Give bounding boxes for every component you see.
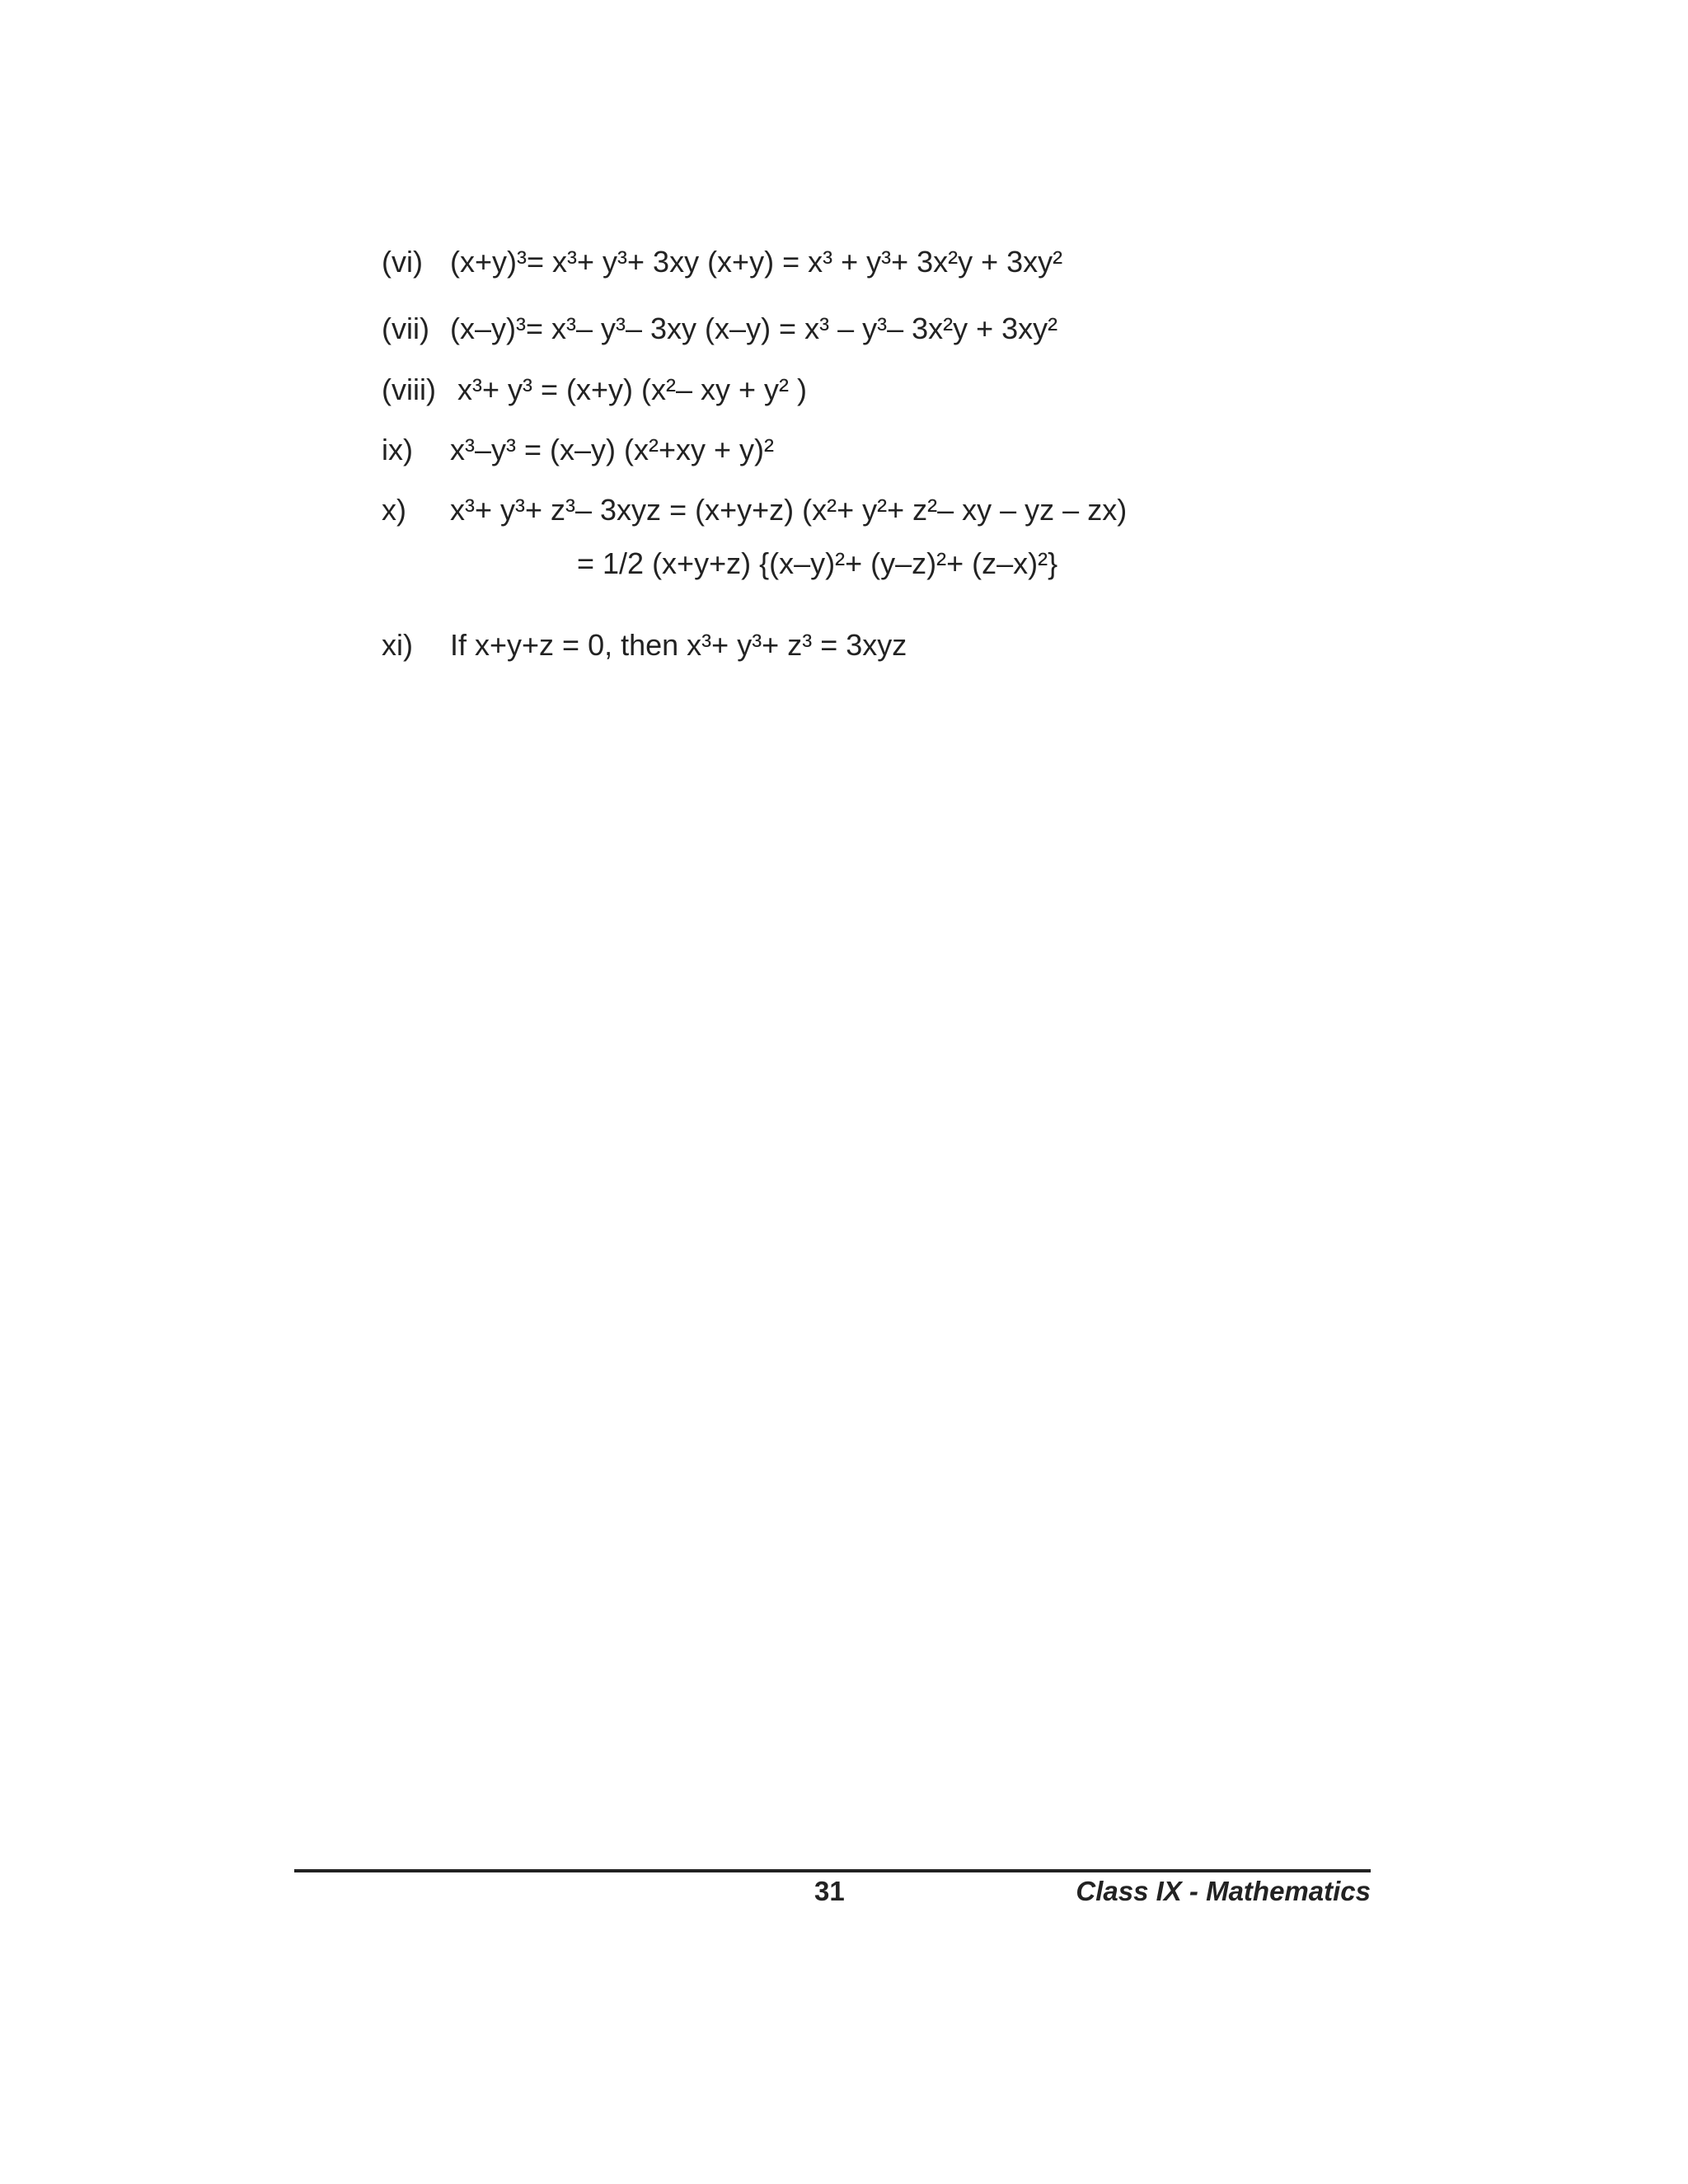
identity-expression: (x–y)³= x³– y³– 3xy (x–y) = x³ – y³– 3x²y + 3xy² xyxy=(450,312,1058,345)
identity-expression: x³+ y³+ z³– 3xyz = (x+y+z) (x²+ y²+ z²– xy – yz – zx) xyxy=(450,493,1128,527)
identity-expression: If x+y+z = 0, then x³+ y³+ z³ = 3xyz xyxy=(450,628,907,662)
identity-label: xi) xyxy=(382,628,413,662)
identity-label: ix) xyxy=(382,433,413,466)
footer-title: Class IX - Mathematics xyxy=(1076,1876,1371,1906)
identity-expression: x³+ y³ = (x+y) (x²– xy + y² ) xyxy=(457,373,808,406)
identity-expression: = 1/2 (x+y+z) {(x–y)²+ (y–z)²+ (z–x)²} xyxy=(577,546,1058,580)
identity-x-continued xyxy=(577,546,1057,582)
footer-divider xyxy=(294,1869,1371,1872)
identity-label: (vii) xyxy=(382,312,429,345)
page-number: 31 xyxy=(814,1876,845,1906)
identity-label: (vi) xyxy=(382,245,423,279)
identity-label: (viii) xyxy=(382,373,436,406)
identity-expression: x³–y³ = (x–y) (x²+xy + y)² xyxy=(450,433,775,466)
identity-label: x) xyxy=(382,493,406,527)
identity-expression: (x+y)³= x³+ y³+ 3xy (x+y) = x³ + y³+ 3x²y + 3xy² xyxy=(450,245,1063,279)
